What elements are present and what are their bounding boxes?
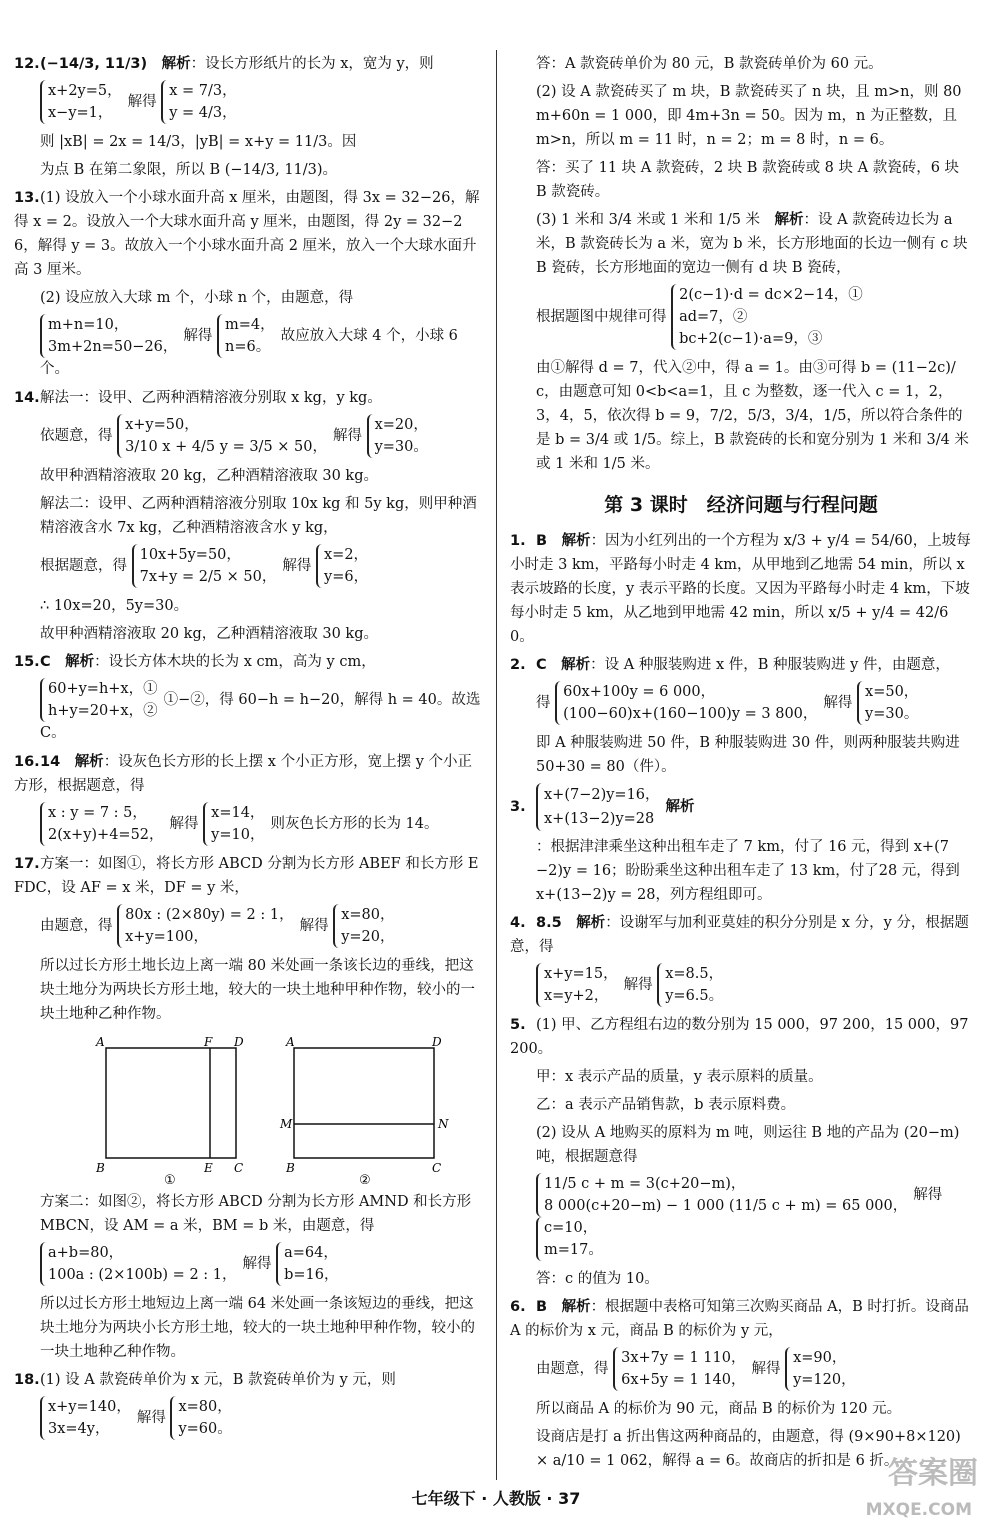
section-question-5: 5. (1) 甲、乙方程组右边的数分别为 15 000，97 200，15 000，97 200。 甲：x 表示产品的质量，y 表示原料的质量。 乙：a 表示产品销售款，b 表示原料费。 (2) 设从 A 地购买的原料为 m 吨，则运往 B 地的产品为 (20−m) 吨，根据题意得 11/5 c + m = 3(c+20−m)， 8 000(c+20−m) − 1 000 (11/5 c + m) = 65 000， 解得 c=10， m=17。 答：c 的值为 10。 [510, 1013, 972, 1291]
question-number: 6. [510, 1299, 526, 1315]
question-12 [14, 52, 484, 182]
page-footer: 七年级下 · 人教版 · 37 [411, 1489, 581, 1508]
analysis-tag: 解析 [561, 657, 591, 673]
analysis-tag: 解析 [74, 754, 104, 770]
question-number: 16. [14, 754, 40, 770]
equation-system: 由题意，得 80x : (2×80y) = 2 : 1， x+y=100， 解得 x=80， y=20， [14, 904, 484, 948]
answer: (−14/3, 11/3) [40, 56, 148, 72]
analysis-text: 则 |xB| = 2x = 14/3，|yB| = x+y = 11/3。因 [40, 134, 357, 150]
question-13: 13.(1) 设放入一个小球水面升高 x 厘米，由题图，得 3x = 32−26，解得 x = 2。设放入一个大球水面升高 y 厘米，由题图，得 2y = 32−26，解得 y = 3。故放入一个小球水面升高 2 厘米，放入一个大球水面升高 3 厘米。 (2) 设应放入大球 m 个，小球 n 个，由题意，得 m+n=10， 3m+2n=50−26， 解得 m=4， n=6。 故应放入大球 4 个，小球 6 个。 [14, 186, 484, 380]
equation-system: x+y=15， x=y+2， 解得 x=8.5， y=6.5。 [510, 963, 972, 1007]
label-m: M [280, 1117, 293, 1131]
question-18-continued: 答：A 款瓷砖单价为 80 元，B 款瓷砖单价为 60 元。 (2) 设 A 款瓷砖买了 m 块，B 款瓷砖买了 n 块，且 m>n，则 80m+60n = 1 000，即 4m+3n = 50。因为 m，n 为正整数，且 m>n，所以 m = 11 时，n = 2；m = 8 时，n = 6。 答：买了 11 块 A 款瓷砖，2 块 B 款瓷砖或 8 块 A 款瓷砖，6 块 B 款瓷砖。 (3) 1 米和 3/4 米或 1 米和 1/5 米 解析：设 A 款瓷砖边长为 a 米，B 款瓷砖长为 a 米，宽为 b 米，长方形地面的长边一侧有 c 块 B 瓷砖，长方形地面的宽边一侧有 d 块 B 瓷砖， 根据题图中规律可得 2(c−1)·d = dc×2−14，① ad=7，② bc+2(c−1)·a=9，③ 由①解得 d = 7，代入②中，得 a = 1。由③可得 b = (11−2c)/c，由题意可知 0<b<a=1，且 c 为整数，逐一代入 c = 1，2，3，4，5，依次得 b = 9，7/2，5/3，3/4，1/5，所以符合条件的是 b = 3/4 或 1/5。综上，B 款瓷砖的长和宽分别为 1 米和 3/4 米或 1 米和 1/5 米。 [510, 52, 972, 476]
analysis-text: 为点 B 在第二象限，所以 B (−14/3, 11/3)。 [40, 162, 338, 178]
equation-system: 11/5 c + m = 3(c+20−m)， 8 000(c+20−m) − 1 000 (11/5 c + m) = 65 000， 解得 c=10， m=17。 [510, 1173, 972, 1261]
equation-system: m+n=10， 3m+2n=50−26， 解得 m=4， n=6。 故应放入大球 4 个，小球 6 个。 [14, 314, 484, 380]
section-question-2: 2. C 解析：设 A 种服装购进 x 件，B 种服装购进 y 件，由题意， 得 60x+100y = 6 000， (100−60)x+(160−100)y = 3 800， 解得 x=50， y=30。 即 A 种服装购进 50 件，B 种服装购进 30 件，则两种服装共购进 50+30 = 80（件）。 [510, 653, 972, 779]
question-14: 14.解法一：设甲、乙两种酒精溶液分别取 x kg，y kg。 依题意，得 x+y=50， 3/10 x + 4/5 y = 3/5 × 50， 解得 x=20， y=30。 故甲种酒精溶液取 20 kg，乙种酒精溶液取 30 kg。 解法二：设甲、乙两种酒精溶液分别取 10x kg 和 5y kg，则甲种酒精溶液含水 7x kg，乙种酒精溶液含水 y kg， 根据题意，得 10x+5y=50， 7x+y = 2/5 × 50， 解得 x=2， y=6， ∴ 10x=20，5y=30。 故甲种酒精溶液取 20 kg，乙种酒精溶液取 30 kg。 [14, 386, 484, 646]
analysis-tag: 解析 [561, 533, 591, 549]
rectangle-abcd-2 [294, 1048, 434, 1158]
answer: 8.5 [536, 915, 562, 931]
analysis-tag: 解析 [161, 56, 191, 72]
question-number: 13. [14, 190, 40, 206]
analysis-tag: 解析 [561, 1299, 591, 1315]
label-f: F [204, 1035, 213, 1049]
question-16: 16.14 解析：设灰色长方形的长上摆 x 个小正方形，宽上摆 y 个小正方形，根据题意，得 x : y = 7 : 5， 2(x+y)+4=52， 解得 x=14， y=10， 则灰色长方形的长为 14。 [14, 750, 484, 846]
analysis-text: ：设长方形纸片的长为 x，宽为 y，则 [190, 56, 434, 72]
question-number: 14. [14, 390, 40, 406]
answer: B [536, 533, 548, 549]
equation-system: x+2y=5， x−y=1， 解得 x = 7/3， y = 4/3， [14, 80, 484, 124]
label-b: B [96, 1161, 105, 1175]
watermark-url: MXQE.COM [865, 1500, 972, 1520]
label-a: A [96, 1035, 105, 1049]
rectangle-abcd-1 [106, 1048, 236, 1158]
question-15: 15.C 解析：设长方体木块的长为 x cm，高为 y cm， 60+y=h+x，① h+y=20+x，② ①−②，得 60−h = h−20，解得 h = 40。故选 C。 [14, 650, 484, 744]
question-17: 17.方案一：如图①，将长方形 ABCD 分割为长方形 ABEF 和长方形 EFDC，设 AF = x 米，DF = y 米， 由题意，得 80x : (2×80y) = 2 : 1， x+y=100， 解得 x=80， y=20， 所以过长方形土地长边上离一端 80 米处画一条该长边的垂线，把这块土地分为两块长方形土地，较大的一块土地种甲种作物，较小的一块土地种乙种作物。 A F D B E C ① A D M N B C ② 方案二：如图②，将长方形 ABCD 分割为长方形 AMND 和长方形 MBCN，设 AM = a 米，BM = b 米，由题意，得 a+b=80， 100a : (2×100b) = 2 : 1， 解得 a=64， b=16， 所以过长方形土地短边上离一端 64 米处画一条该短边的垂线，把这块土地分为两块小长方形土地，较大的一块土地种甲种作物，较小的一块土地种乙种作物。 [14, 852, 484, 1364]
watermark-logo: 答案圈 [888, 1456, 978, 1491]
question-18: 18.(1) 设 A 款瓷砖单价为 x 元，B 款瓷砖单价为 y 元，则 x+y=140， 3x=4y， 解得 x=80， y=60。 [14, 1368, 484, 1440]
label-c: C [432, 1161, 442, 1175]
question-number: 2. [510, 657, 526, 673]
equation-system: 60+y=h+x，① h+y=20+x，② ①−②，得 60−h = h−20，解得 h = 40。故选 C。 [14, 678, 484, 744]
equation-system: 依题意，得 x+y=50， 3/10 x + 4/5 y = 3/5 × 50， 解得 x=20， y=30。 [14, 414, 484, 458]
label-n: N [438, 1117, 449, 1131]
label-d: D [234, 1035, 244, 1049]
equation-system: x : y = 7 : 5， 2(x+y)+4=52， 解得 x=14， y=10， 则灰色长方形的长为 14。 [14, 802, 484, 846]
equation-system: 得 60x+100y = 6 000， (100−60)x+(160−100)y = 3 800， 解得 x=50， y=30。 [510, 681, 972, 725]
label-a: A [286, 1035, 295, 1049]
figure-1-caption: ① [164, 1173, 176, 1184]
section-question-6: 6. B 解析：根据题中表格可知第三次购买商品 A，B 时打折。设商品 A 的标价为 x 元，商品 B 的标价为 y 元， 由题意，得 3x+7y = 1 110， 6x+5y = 1 140， 解得 x=90， y=120， 所以商品 A 的标价为 90 元，商品 B 的标价为 120 元。 设商店是打 a 折出售这两种商品的，由题意，得 (9×90+8×120) × a/10 = 1 062，解得 a = 6。故商店的折扣是 6 折。 [510, 1295, 972, 1473]
label-c: C [234, 1161, 244, 1175]
answer: C [40, 654, 51, 670]
question-number: 18. [14, 1372, 40, 1388]
equation-system: 根据题图中规律可得 2(c−1)·d = dc×2−14，① ad=7，② bc+2(c−1)·a=9，③ [510, 284, 972, 350]
question-number: 17. [14, 856, 40, 872]
right-column [510, 52, 972, 1477]
answer: B [536, 1299, 548, 1315]
equation-system: a+b=80， 100a : (2×100b) = 2 : 1， 解得 a=64， b=16， [14, 1242, 484, 1286]
left-column [14, 52, 484, 1446]
column-divider [496, 50, 497, 1480]
equation-system: x+y=140， 3x=4y， 解得 x=80， y=60。 [14, 1396, 484, 1440]
label-d: D [432, 1035, 442, 1049]
label-b: B [286, 1161, 295, 1175]
question-number: 3. [510, 799, 526, 815]
section-question-1: 1. B 解析：因为小红列出的一个方程为 x/3 + y/4 = 54/60，上坡每小时走 3 km，平路每小时走 4 km，从甲地到乙地需 54 min，所以 x 表示坡路的长度，y 表示平路的长度。又因为平路每小时走 4 km，下坡每小时走 5 km，从乙地到甲地需 42 min，所以 x/5 + y/4 = 42/60。 [510, 529, 972, 649]
label-e: E [204, 1161, 213, 1175]
answer: C [536, 657, 547, 673]
figure-2 [279, 1035, 449, 1184]
analysis-tag: 解析 [576, 915, 606, 931]
section-title: 第 3 课时 经济问题与行程问题 [604, 494, 878, 516]
section-question-4: 4. 8.5 解析：设谢军与加利亚莫娃的积分分别是 x 分，y 分，根据题意，得 x+y=15， x=y+2， 解得 x=8.5， y=6.5。 [510, 911, 972, 1007]
figure-2-caption: ② [359, 1173, 371, 1184]
equation-system: 根据题意，得 10x+5y=50， 7x+y = 2/5 × 50， 解得 x=2， y=6， [14, 544, 484, 588]
figure-1 [95, 1035, 244, 1184]
equation-system: 由题意，得 3x+7y = 1 110， 6x+5y = 1 140， 解得 x=90， y=120， [510, 1347, 972, 1391]
analysis-tag: 解析 [774, 212, 804, 228]
question-number: 15. [14, 654, 40, 670]
section-question-3: 3. x+(7−2)y=16， x+(13−2)y=28 解析 ：根据津津乘坐这种出租车走了 7 km，付了 16 元，得到 x+(7−2)y = 16；盼盼乘坐这种出租车走了 13 km，付了28 元，得到 x+(13−2)y = 28，列方程组即可。 [510, 783, 972, 907]
question-number: 12. [14, 56, 40, 72]
analysis-tag: 解析 [65, 654, 95, 670]
question-number: 4. [510, 915, 526, 931]
question-number: 1. [510, 533, 526, 549]
question-number: 5. [510, 1017, 526, 1033]
answer: 14 [40, 754, 61, 770]
rectangle-figures [94, 1034, 454, 1184]
analysis-tag: 解析 [665, 799, 695, 815]
